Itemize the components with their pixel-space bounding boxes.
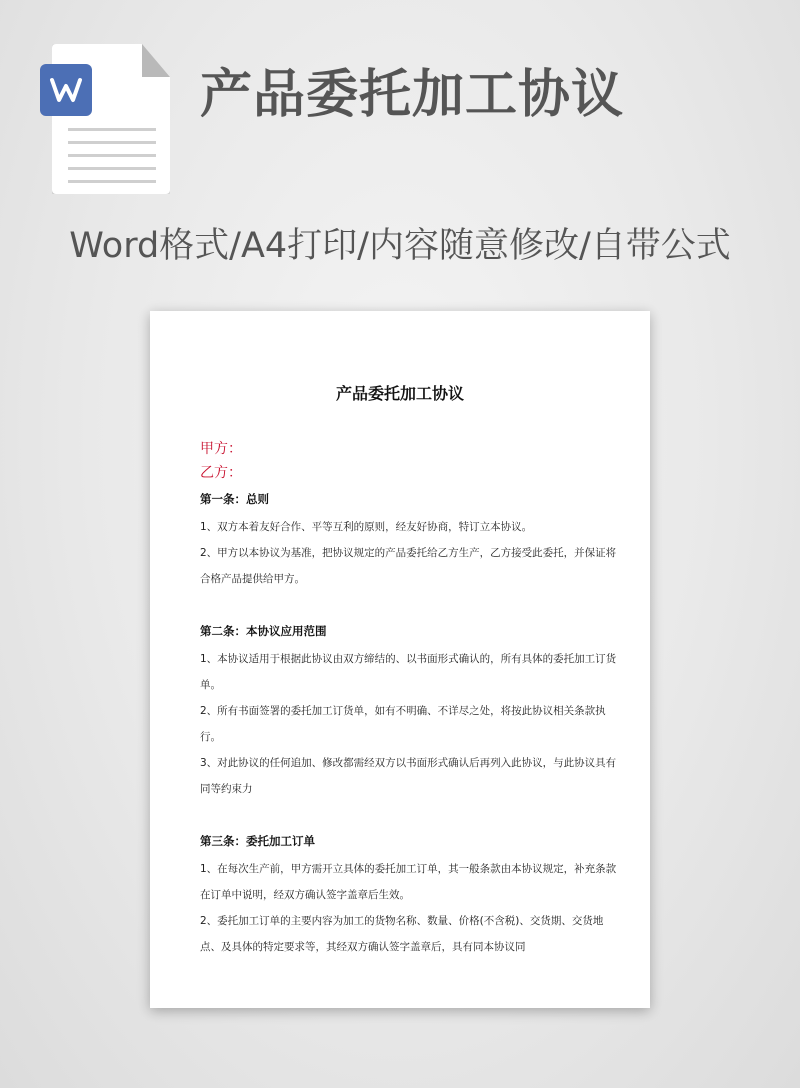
section-paragraph: 1、本协议适用于根据此协议由双方缔结的、以书面形式确认的，所有具体的委托加工订货单。: [200, 653, 617, 691]
section-paragraph: 1、在每次生产前，甲方需开立具体的委托加工订单，其一般条款由本协议规定，补充条款在订单中说明，经双方确认签字盖章后生效。: [200, 863, 617, 901]
section-paragraph: 2、所有书面签署的委托加工订货单，如有不明确、不详尽之处，将按此协议相关条款执行。: [200, 705, 606, 743]
file-line: [68, 167, 156, 170]
section-paragraph: 2、甲方以本协议为基准，把协议规定的产品委托给乙方生产，乙方接受此委托，并保证将合格产品提供给甲方。: [200, 547, 617, 585]
section-heading: 第一条：总则: [200, 492, 269, 506]
section-paragraph: 2、委托加工订单的主要内容为加工的货物名称、数量、价格(不含税)、交货期、交货地点、及具体的特定要求等，其经双方确认签字盖章后，具有同本协议同: [200, 915, 604, 953]
section-heading: 第二条：本协议应用范围: [200, 624, 327, 638]
section-heading: 第三条：委托加工订单: [200, 834, 315, 848]
banner-subtitle: Word格式/A4打印/内容随意修改/自带公式: [69, 226, 731, 266]
document-body: [200, 437, 618, 960]
w-letter-icon: [40, 64, 92, 116]
party-a-label: 甲方：: [200, 441, 242, 457]
document-title: 产品委托加工协议: [335, 384, 464, 403]
banner-title: 产品委托加工协议: [200, 65, 625, 125]
file-line: [68, 128, 156, 131]
section-paragraph: 3、对此协议的任何追加、修改都需经双方以书面形式确认后再列入此协议，与此协议具有同等约束力: [200, 757, 617, 795]
file-line: [68, 141, 156, 144]
party-b-label: 乙方：: [200, 465, 242, 481]
file-corner-fold: [142, 44, 170, 77]
file-line: [68, 154, 156, 157]
word-document-icon: [40, 44, 172, 196]
document-page: [150, 311, 650, 1008]
section-paragraph: 1、双方本着友好合作、平等互利的原则，经友好协商，特订立本协议。: [200, 521, 533, 533]
file-line: [68, 180, 156, 183]
